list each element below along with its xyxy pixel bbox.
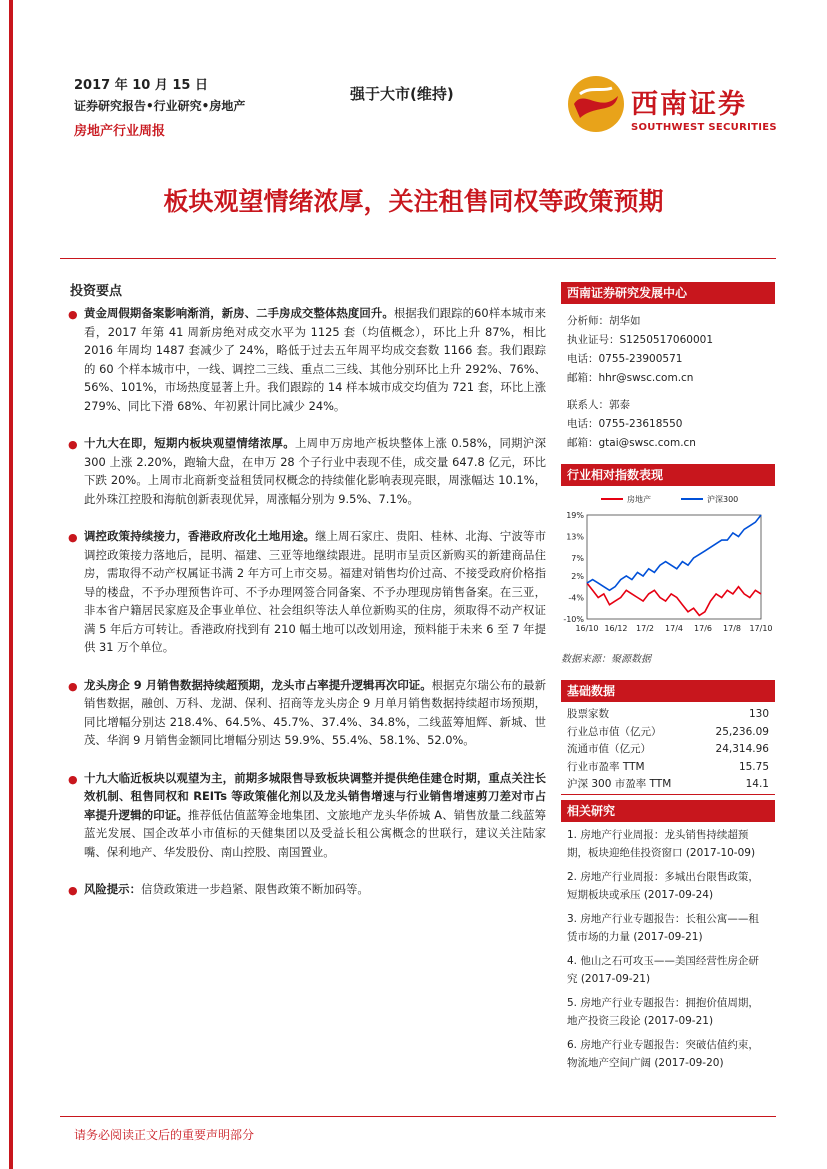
related-report-link[interactable]: 3. 房地产行业专题报告：长租公寓——租赁市场的力量 (2017-09-21) [567,913,759,943]
summary-bullet [68,769,546,862]
basic-value: 25,236.09 [715,725,769,738]
logo-text-cn: 西南证券 [631,89,747,120]
bullet-icon: ● [68,308,78,321]
basic-row [561,741,775,759]
rating: 强于大市(维持) [350,85,454,103]
x-tick-label: 17/6 [694,624,712,633]
bullet-text: 上周申万房地产板块整体上涨 0.58%，同期沪深 300 上涨 2.20%，跑输大盘，在申万 28 个子行业中表现不佳，成交量 647.8 亿元，环比下跌 20%。上周市北商新变益租赁同权概念的持续催化影响表现亮眼，周涨幅达 10.1%，此外珠江控股和海航创新表现优异，周涨幅分别为 9.5%、7.1%。 [84,436,546,506]
bullet-icon: ● [68,679,78,693]
relative-index-chart [561,487,775,652]
summary-bullet [68,880,546,899]
y-tick-label: 13% [566,532,584,542]
basic-row [561,706,775,724]
basic-value: 130 [748,708,769,720]
contact-name: 联系人：郭泰 [567,399,630,411]
basic-key: 股票家数 [567,708,609,720]
basic-key: 行业总市值（亿元） [567,725,662,738]
basic-row [561,759,775,777]
bullet-text: 根据克尔瑞公布的最新销售数据，融创、万科、龙湖、保利、招商等龙头房企 9 月单月销售数据持续超市场预期，同比增幅分别达 218.4%、64.5%、45.7%、37.4%、34.8%，二线蓝筹旭辉、新城、世茂、华润 9 月销售金额同比增幅分别达 59.9%、55.4%、58.1%、52.0%。 [84,677,546,747]
report-date: 2017 年 10 月 15 日 [74,78,208,93]
chart-canvas [561,487,775,647]
legend-label: 房地产 [627,495,651,504]
bullet-lead: 龙头房企 9 月销售数据持续超预期，龙头市占率提升逻辑再次印证。 [84,677,432,692]
basic-key: 流通市值（亿元） [567,743,651,755]
analyst-name: 分析师：胡华如 [567,315,641,327]
analyst-email: 邮箱：hhr@swsc.com.cn [567,372,694,384]
x-tick-label: 17/10 [749,624,773,633]
basic-data-panel [561,680,775,795]
research-center-heading: 西南证券研究发展中心 [561,282,775,304]
report-series: 证券研究报告•行业研究•房地产 [74,99,246,113]
bullet-lead: 调控政策持续接力，香港政府改化土地用途。 [84,529,316,543]
bullet-lead: 十九大临近板块以观望为主，前期多城限售导致板块调整并提供绝佳建仓时期，重点关注长效机制、租售同权和 REITs 等政策催化剂以及龙头销售增速与行业销售增速剪刀差对市占率提升逻辑的印证。 [84,770,546,822]
summary-body [68,304,546,918]
x-tick-label: 17/2 [636,624,654,633]
analyst-panel [561,282,775,453]
bullet-icon: ● [68,772,78,786]
related-research-heading: 相关研究 [561,800,775,822]
basic-key: 沪深 300 市盈率 TTM [567,778,672,790]
x-tick-label: 16/10 [575,624,599,633]
contact-phone: 电话：0755-23618550 [567,418,683,430]
summary-heading: 投资要点 [70,284,123,299]
related-report-link[interactable]: 2. 房地产行业周报：多城出台限售政策，短期板块或承压 (2017-09-24) [567,871,759,901]
bullet-lead: 风险提示： [84,882,141,896]
basic-value: 14.1 [745,778,769,790]
relative-index-panel [561,464,775,486]
y-tick-label: 2% [571,571,584,581]
x-tick-label: 17/4 [665,624,683,633]
analyst-phone: 电话：0755-23900571 [567,353,683,365]
summary-bullet [68,304,546,415]
basic-value: 15.75 [738,760,769,773]
bullet-lead: 黄金周假期备案影响渐消，新房、二手房成交整体热度回升。 [84,306,394,320]
bullet-lead: 十九大在即，短期内板块观望情绪浓厚。 [84,436,295,450]
bullet-icon: ● [68,438,78,451]
related-research-panel [561,800,775,1072]
x-tick-label: 16/12 [604,624,628,633]
report-title: 板块观望情绪浓厚，关注租售同权等政策预期 [163,187,664,216]
series-line [587,515,761,590]
bullet-text: 信贷政策进一步趋紧、限售政策不断加码等。 [140,882,369,896]
footer-divider [60,1116,776,1117]
related-report-link[interactable]: 6. 房地产行业专题报告：突破估值约束，物流地产空间广阔 (2017-09-20) [567,1039,759,1069]
logo-text-en: SOUTHWEST SECURITIES [631,122,777,133]
title-divider [60,258,776,259]
basic-value: 24,314.96 [715,743,769,755]
related-report-link[interactable]: 5. 房地产行业专题报告：拥抱价值周期，地产投资三段论 (2017-09-21) [567,997,759,1027]
contact-email: 邮箱：gtai@swsc.com.cn [567,437,696,449]
report-type: 房地产行业周报 [74,124,166,139]
basic-row [561,776,775,795]
y-tick-label: 7% [571,554,584,564]
chart-source: 数据来源：聚源数据 [561,654,651,665]
bullet-text: 继上周石家庄、贵阳、桂林、北海、宁波等市调控政策接力落地后，昆明、福建、三亚等地继续跟进。昆明市呈贡区新购买的新建商品住房，需取得不动产权属证书满 2 年方可上市交易。福建对销售均价过高、不接受政府价格指导的楼盘，不予办理预售许可、不予办理网签合同备案、不予办理现房销售备案。在三亚，非本省户籍居民家庭及企事业单位、社会组织等法人单位新购买的住房，须取得不动产权证满 5 年后方可转让。香港政府找到有 210 幅土地可以改划用途，预料能于未来 6 至 7 年提供 31 万个单位。 [84,529,546,654]
basic-key: 行业市盈率 TTM [567,760,645,773]
bullet-icon: ● [68,884,78,897]
summary-bullet [68,676,546,750]
legend-label: 沪深300 [707,495,739,504]
bullet-text: 根据我们跟踪的60样本城市来看，2017 年第 41 周新房绝对成交水平为 1125 套（均值概念），环比上升 87%，相比 2016 年周均 1487 套减少了 24%，略低于过去五年周平均成交套数 1166 套。我们跟踪的 60 个样本城市中，一线、调控二三线、重点二三线、其他分别环比上升 292%、76%、56%、101%，市场热度显著上升。我们跟踪的 14 样本城市成交均值为 721 套，环比上涨 279%、同比下滑 68%、年初累计同比减少 24%。 [84,306,546,413]
footer-disclaimer: 请务必阅读正文后的重要声明部分 [74,1128,255,1142]
relative-index-heading: 行业相对指数表现 [561,464,775,486]
basic-data-heading: 基础数据 [561,680,775,702]
summary-bullet [68,527,546,657]
analyst-cert: 执业证号：S1250517060001 [567,334,714,346]
left-accent-bar [9,0,13,1169]
bullet-icon: ● [68,531,78,544]
y-tick-label: -4% [568,593,584,603]
basic-row [561,724,775,742]
y-tick-label: -10% [563,615,584,624]
x-tick-label: 17/8 [723,624,741,633]
bullet-text: 推荐低估值蓝筹金地集团、文旅地产龙头华侨城 A、销售放量二线蓝筹蓝光发展、国企改革小市值标的天健集团以及受益长租公寓概念的世联行，建议关注陆家嘴、保利地产、华发股份、南山控股、南国置业。 [84,807,546,859]
y-tick-label: 19% [566,511,584,520]
related-report-link[interactable]: 4. 他山之石可攻玉——美国经营性房企研究 (2017-09-21) [567,955,759,985]
summary-bullet [68,434,546,508]
logo-emblem-icon [566,74,626,134]
related-report-link[interactable]: 1. 房地产行业周报：龙头销售持续超预期，板块迎绝佳投资窗口 (2017-10-09) [567,829,756,859]
